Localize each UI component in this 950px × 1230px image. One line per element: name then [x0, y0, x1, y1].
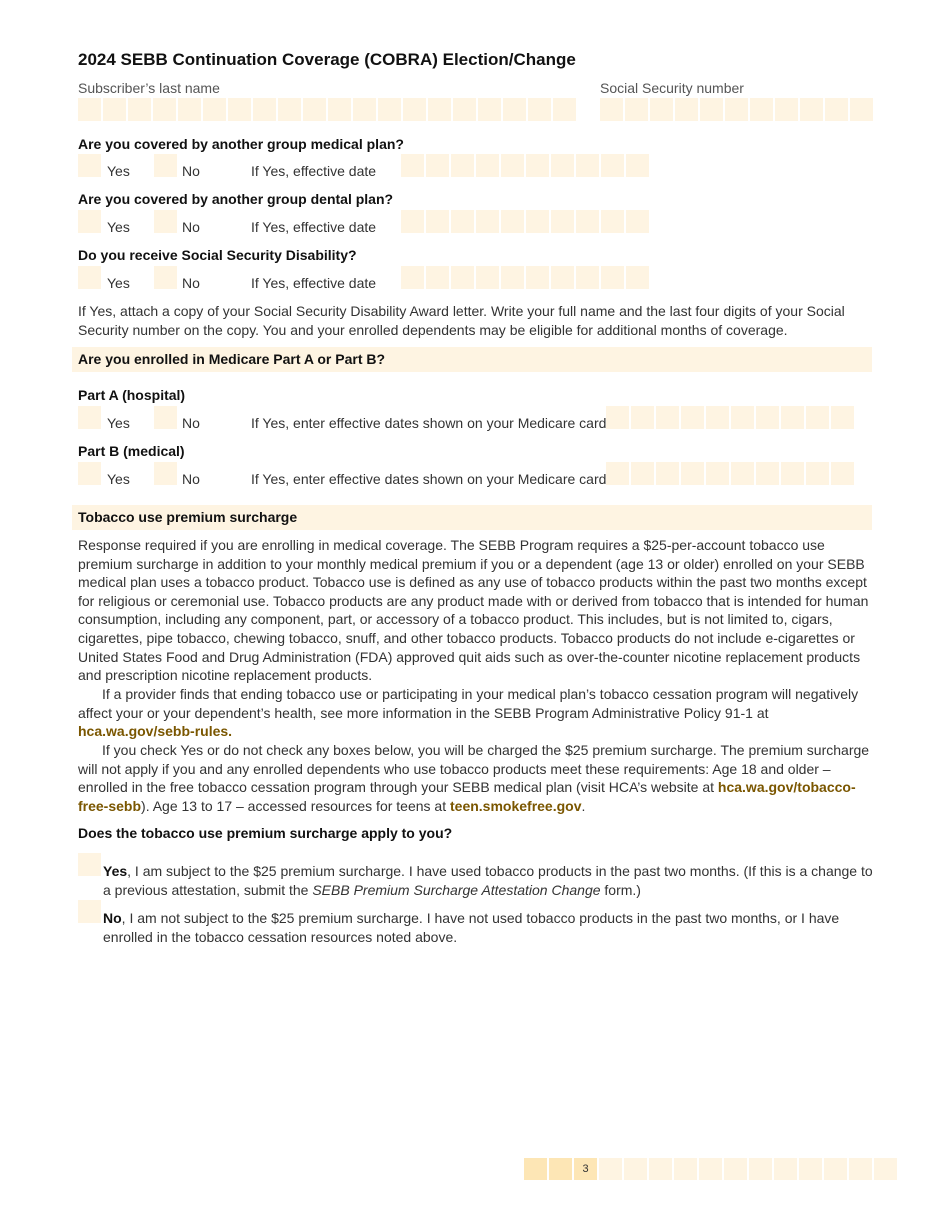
field-box [725, 98, 748, 121]
field-box [576, 266, 599, 289]
tobacco-p3-end: . [581, 797, 586, 814]
field-box [656, 406, 679, 429]
surcharge-yes-end: form.) [600, 881, 641, 898]
field-box [501, 210, 524, 233]
part-a-label: Part A (hospital) [78, 387, 186, 403]
medical-yes-label: Yes [107, 163, 130, 179]
field-box [756, 406, 779, 429]
surcharge-yes-text: , I am subject to the $25 premium surcharge. I have used tobacco products in the past two months. (If this is a change to a previous attestation, submit the [103, 863, 873, 898]
ssd-yes-checkbox[interactable] [78, 266, 101, 289]
field-box [228, 98, 251, 121]
field-box [328, 98, 351, 121]
dental-no-label: No [182, 219, 200, 235]
part-b-no-checkbox[interactable] [154, 462, 177, 485]
medical-plan-question: Are you covered by another group medical plan? [78, 136, 404, 152]
medicare-section-header [72, 347, 872, 372]
ssd-question: Do you receive Social Security Disability? [78, 247, 357, 263]
dental-no-checkbox[interactable] [154, 210, 177, 233]
part-b-yes-label: Yes [107, 471, 130, 487]
ssn-label: Social Security number [600, 80, 744, 96]
field-box [78, 98, 101, 121]
field-box [601, 210, 624, 233]
field-box [476, 266, 499, 289]
page-strip-cell [524, 1158, 547, 1180]
field-box [526, 154, 549, 177]
surcharge-no-label: No [103, 910, 122, 926]
field-box [278, 98, 301, 121]
field-box [706, 406, 729, 429]
field-box [203, 98, 226, 121]
field-box [426, 266, 449, 289]
tobacco-heading: Tobacco use premium surcharge [78, 509, 298, 525]
surcharge-no-statement [103, 909, 875, 946]
field-box [731, 406, 754, 429]
field-box [625, 98, 648, 121]
field-box [775, 98, 798, 121]
page-strip-cell [624, 1158, 647, 1180]
dental-effective-date-label: If Yes, effective date [251, 219, 377, 235]
field-box [831, 462, 854, 485]
field-box [631, 462, 654, 485]
surcharge-no-text: , I am not subject to the $25 premium surcharge. I have not used tobacco products in the past two months, or I have enrolled in the tobacco cessation resources noted above. [103, 910, 840, 945]
part-b-yes-checkbox[interactable] [78, 462, 101, 485]
surcharge-yes-label: Yes [103, 863, 128, 879]
field-box [103, 98, 126, 121]
field-box [476, 154, 499, 177]
tobacco-p2-text: If a provider finds that ending tobacco use or participating in your medical plan’s tobacco cessation program will negatively affect your or your dependent’s health, see more information in the SEBB Program Administrative Policy 91-1 at [78, 686, 859, 721]
field-box [451, 154, 474, 177]
page-number-strip [524, 1158, 897, 1180]
page-strip-cell [799, 1158, 822, 1180]
field-box [551, 210, 574, 233]
page-strip-cell [674, 1158, 697, 1180]
field-box [606, 462, 629, 485]
tobacco-paragraph-1: Response required if you are enrolling in medical coverage. The SEBB Program requires a $25-per-account tobacco use premium surcharge in addition to your monthly medical premium if you or a dependent (age 13 or older) enrolled on your SEBB medical plan uses a tobacco product. Tobacco use is defined as any use of tobacco products within the past two months except for religious or ceremonial use. Tobacco products are any product made with or derived from tobacco that is intended for human consumption, including any component, part, or accessory of a tobacco product. This includes, but is not limited to, cigars, cigarettes, pipe tobacco, chewing tobacco, snuff, and other tobacco products. Tobacco products do not include e-cigarettes or United States Food and Drug Administration (FDA) approved quit aids such as over-the-counter nicotine replacement products and prescription nicotine replacement products. [78, 537, 869, 684]
field-box [626, 210, 649, 233]
field-box [781, 462, 804, 485]
part-a-date-label: If Yes, enter effective dates shown on your Medicare card [251, 415, 607, 431]
field-box [303, 98, 326, 121]
field-box [453, 98, 476, 121]
field-box [426, 154, 449, 177]
tobacco-p3-text: If you check Yes or do not check any boxes below, you will be charged the $25 premium surcharge. The premium surcharge will not apply if you and any enrolled dependents who use tobacco products meet these requirements: Age 18 and older – enrolled in the free tobacco cessation program through your SEBB medical plan (visit HCA’s website at [78, 742, 870, 796]
page-strip-cell [699, 1158, 722, 1180]
teen-smokefree-link[interactable]: teen.smokefree.gov [450, 797, 582, 814]
medical-yes-checkbox[interactable] [78, 154, 101, 177]
field-box [800, 98, 823, 121]
medical-effective-date-label: If Yes, effective date [251, 163, 377, 179]
field-box [353, 98, 376, 121]
field-box [553, 98, 576, 121]
field-box [551, 154, 574, 177]
medicare-heading: Are you enrolled in Medicare Part A or Part B? [78, 351, 386, 367]
field-box [681, 462, 704, 485]
tobacco-p3-mid: ). Age 13 to 17 – accessed resources for teens at [141, 797, 450, 814]
field-box [656, 462, 679, 485]
last-name-input[interactable] [78, 98, 576, 121]
field-box [501, 266, 524, 289]
field-box [403, 98, 426, 121]
field-box [153, 98, 176, 121]
field-box [401, 210, 424, 233]
field-box [478, 98, 501, 121]
field-box [476, 210, 499, 233]
field-box [681, 406, 704, 429]
field-box [850, 98, 873, 121]
field-box [576, 210, 599, 233]
dental-plan-question: Are you covered by another group dental plan? [78, 191, 394, 207]
page-strip-cell [874, 1158, 897, 1180]
tobacco-paragraph-2 [78, 685, 873, 741]
field-box [600, 98, 623, 121]
field-box [401, 154, 424, 177]
page-strip-cell [549, 1158, 572, 1180]
field-box [178, 98, 201, 121]
field-box [806, 406, 829, 429]
medical-effective-date-input[interactable] [401, 154, 649, 177]
field-box [501, 154, 524, 177]
field-box [700, 98, 723, 121]
field-box [601, 266, 624, 289]
ssd-no-checkbox[interactable] [154, 266, 177, 289]
field-box [756, 462, 779, 485]
surcharge-yes-checkbox[interactable] [78, 853, 101, 876]
part-a-yes-label: Yes [107, 415, 130, 431]
ssd-effective-date-input[interactable] [401, 266, 649, 289]
field-box [706, 462, 729, 485]
field-box [781, 406, 804, 429]
attestation-change-form-name: SEBB Premium Surcharge Attestation Change [312, 881, 601, 898]
tobacco-free-sebb-link[interactable]: hca.wa.gov/tobacco-free-sebb [78, 779, 856, 814]
field-box [451, 266, 474, 289]
tobacco-paragraph-3 [78, 741, 873, 815]
field-box [378, 98, 401, 121]
surcharge-question: Does the tobacco use premium surcharge apply to you? [78, 825, 453, 841]
field-box [626, 266, 649, 289]
field-box [401, 266, 424, 289]
last-name-label: Subscriber’s last name [78, 80, 220, 96]
field-box [526, 210, 549, 233]
page-strip-cell [774, 1158, 797, 1180]
page-strip-cell [849, 1158, 872, 1180]
field-box [825, 98, 848, 121]
sebb-rules-link[interactable]: hca.wa.gov/sebb-rules. [78, 723, 233, 740]
tobacco-section-header [72, 505, 872, 530]
page-strip-cell [599, 1158, 622, 1180]
field-box [576, 154, 599, 177]
medical-no-checkbox[interactable] [154, 154, 177, 177]
part-b-date-label: If Yes, enter effective dates shown on your Medicare card [251, 471, 607, 487]
field-box [626, 154, 649, 177]
field-box [528, 98, 551, 121]
surcharge-yes-statement [103, 862, 875, 899]
ssn-input[interactable] [600, 98, 873, 121]
field-box [128, 98, 151, 121]
dental-yes-checkbox[interactable] [78, 210, 101, 233]
field-box [650, 98, 673, 121]
field-box [606, 406, 629, 429]
ssd-yes-label: Yes [107, 275, 130, 291]
dental-effective-date-input[interactable] [401, 210, 649, 233]
field-box [451, 210, 474, 233]
field-box [526, 266, 549, 289]
ssd-no-label: No [182, 275, 200, 291]
page-number: 3 [574, 1158, 597, 1180]
field-box [631, 406, 654, 429]
ssd-effective-date-label: If Yes, effective date [251, 275, 377, 291]
part-a-date-input[interactable] [606, 406, 854, 429]
page-strip-cell [724, 1158, 747, 1180]
part-b-no-label: No [182, 471, 200, 487]
field-box [253, 98, 276, 121]
field-box [428, 98, 451, 121]
field-box [551, 266, 574, 289]
dental-yes-label: Yes [107, 219, 130, 235]
page-strip-cell [824, 1158, 847, 1180]
medical-no-label: No [182, 163, 200, 179]
page-strip-cell [749, 1158, 772, 1180]
field-box [831, 406, 854, 429]
field-box [806, 462, 829, 485]
field-box [731, 462, 754, 485]
part-b-date-input[interactable] [606, 462, 854, 485]
part-a-yes-checkbox[interactable] [78, 406, 101, 429]
part-a-no-label: No [182, 415, 200, 431]
field-box [426, 210, 449, 233]
page-strip-cell [649, 1158, 672, 1180]
field-box [750, 98, 773, 121]
field-box [675, 98, 698, 121]
part-a-no-checkbox[interactable] [154, 406, 177, 429]
ssd-note: If Yes, attach a copy of your Social Security Disability Award letter. Write your full name and the last four digits of your Social Security number on the copy. You and your enrolled dependents may be eligible for additional months of coverage. [78, 303, 845, 338]
surcharge-no-checkbox[interactable] [78, 900, 101, 923]
part-b-label: Part B (medical) [78, 443, 185, 459]
field-box [601, 154, 624, 177]
field-box [503, 98, 526, 121]
form-title: 2024 SEBB Continuation Coverage (COBRA) Election/Change [78, 50, 576, 69]
